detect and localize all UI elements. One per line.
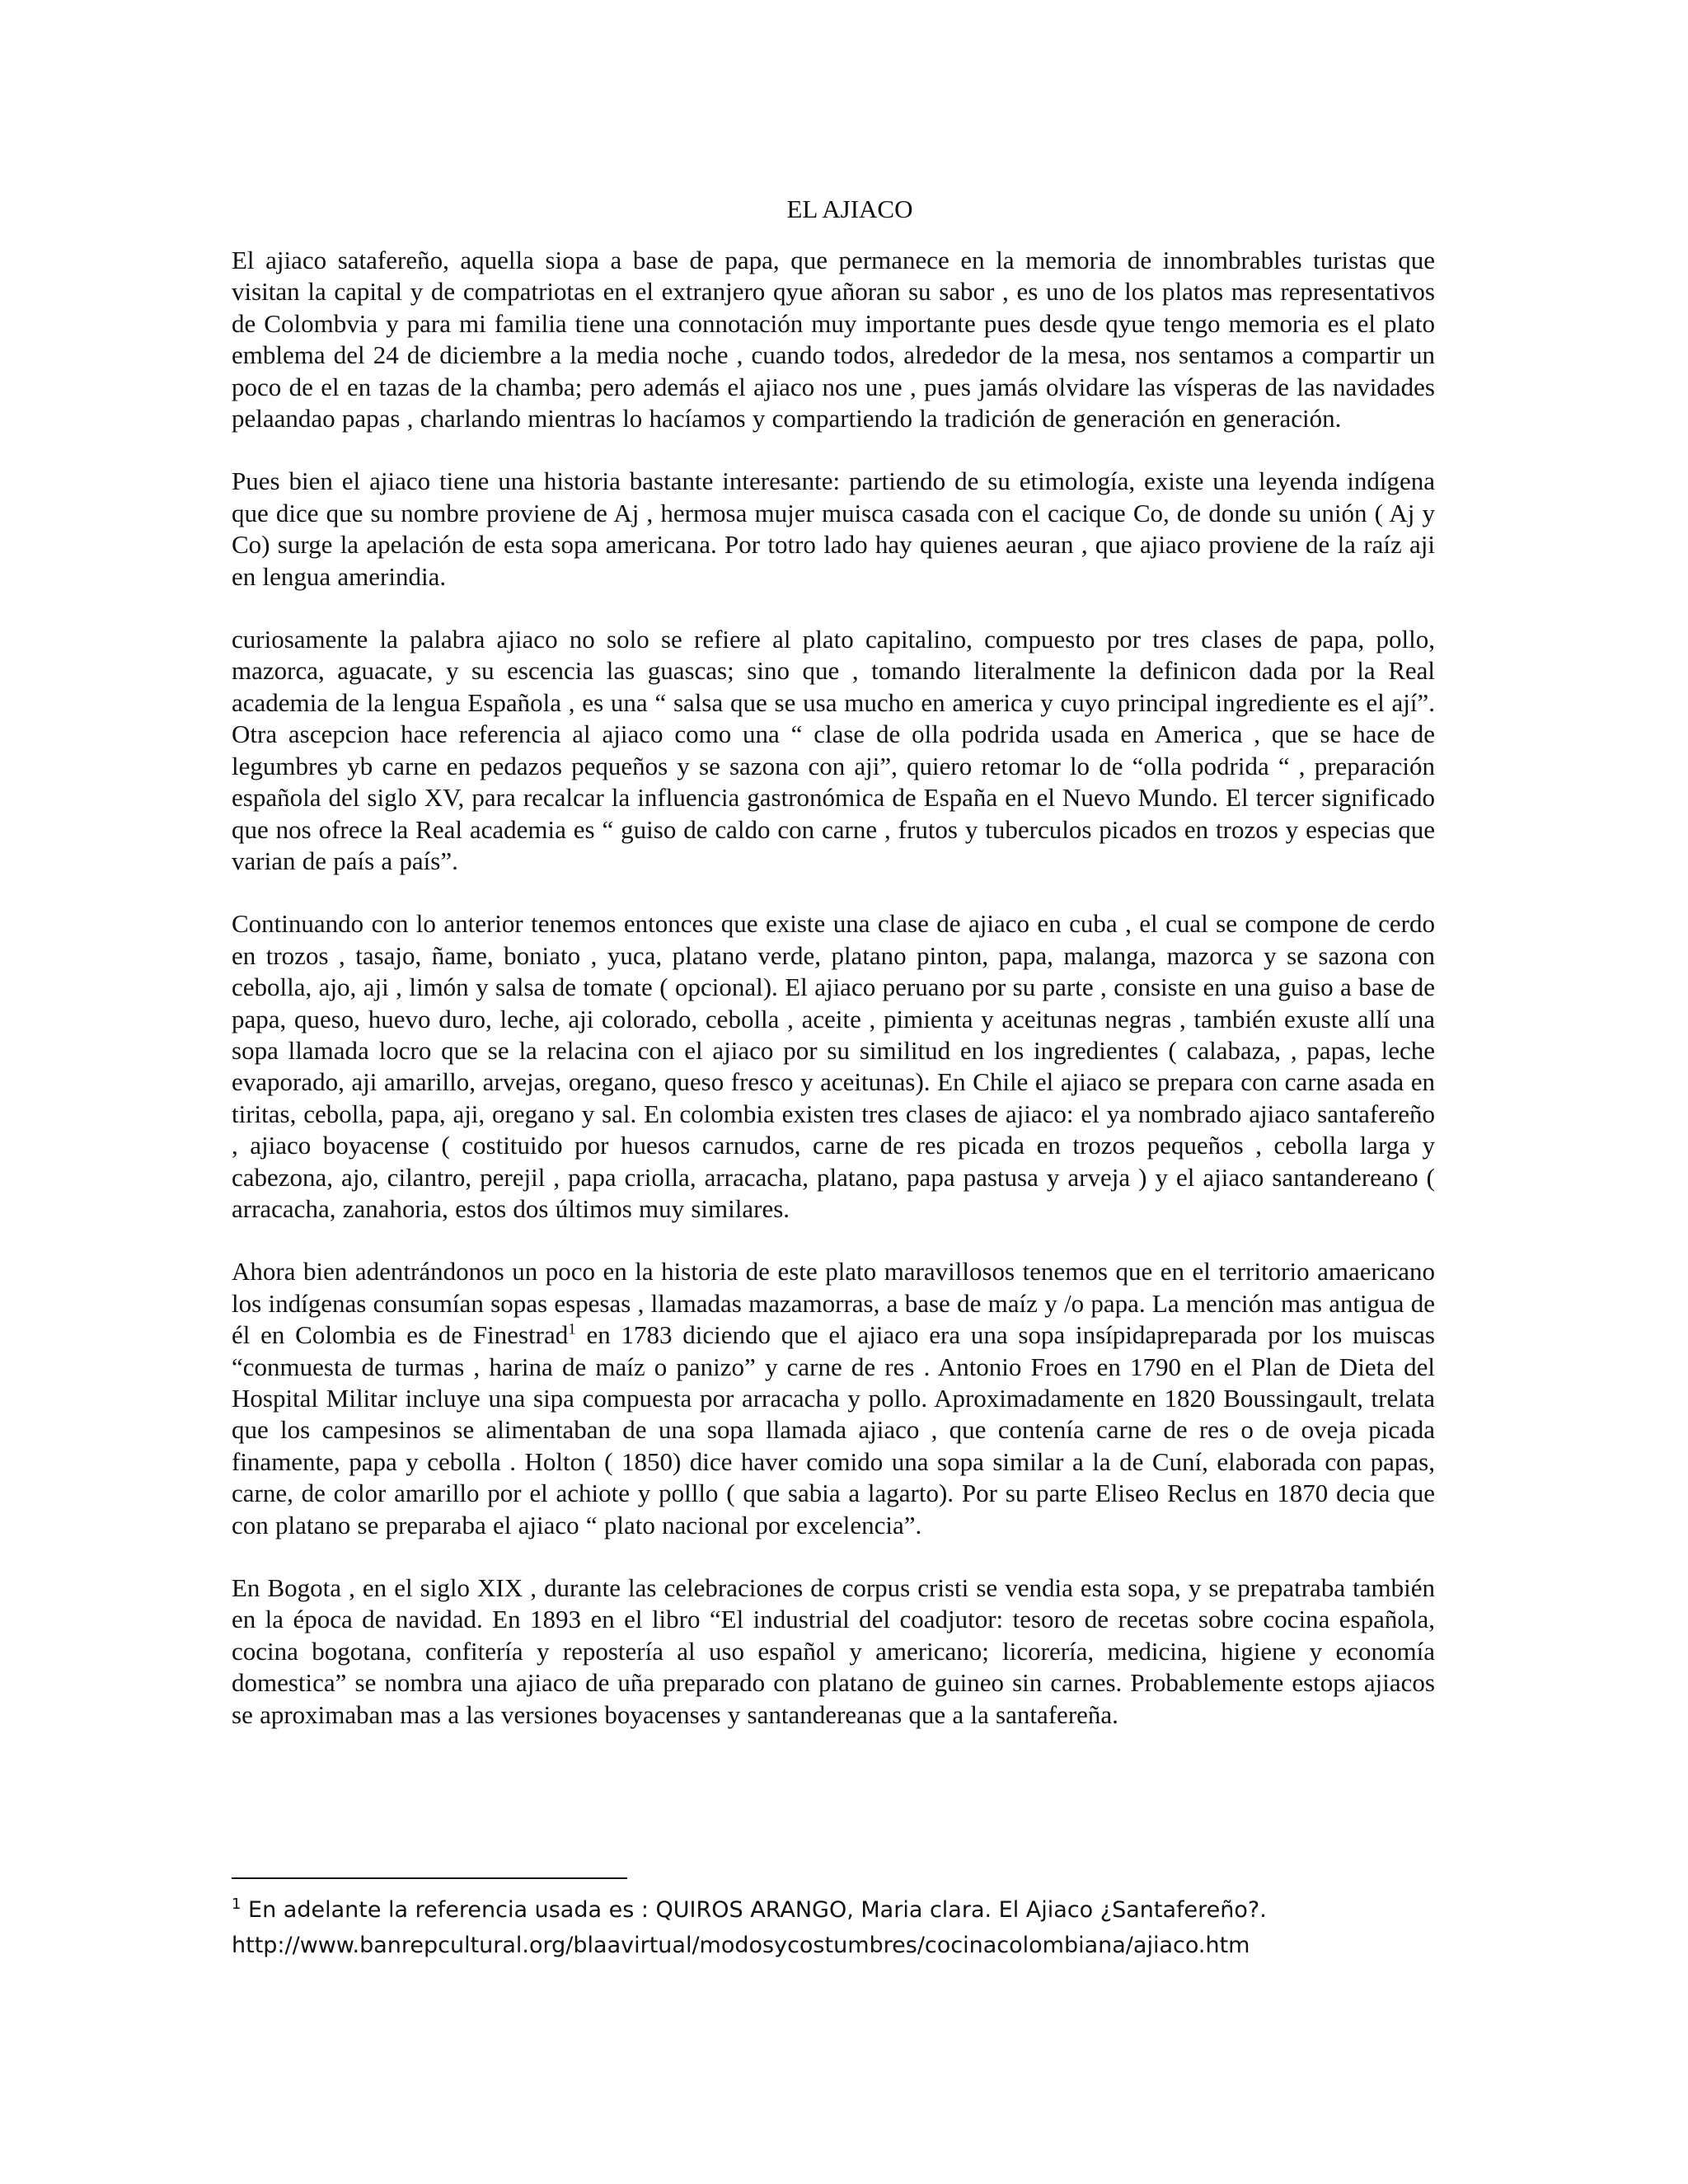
paragraph-4: Continuando con lo anterior tenemos entonces que existe una clase de ajiaco en cuba , el cual se compone de cerdo en trozos , tasajo, ñame, boniato , yuca, platano verde, platano pinton, papa, malanga, mazorca y se sazona con cebolla, ajo, aji , limón y salsa de tomate ( opcional). El ajiaco peruano por su parte , consiste en una guiso a base de papa, queso, huevo duro, leche, aji colorado, cebolla , aceite , pimienta y aceitunas negras , también exuste allí una sopa llamada locro que se la relacina con el ajiaco por su similitud en los ingredientes ( calabaza, , papas, leche evaporado, aji amarillo, arvejas, oregano, queso fresco y aceitunas). En Chile el ajiaco se prepara con carne asada en tiritas, cebolla, papa, aji, oregano y sal. En colombia existen tres clases de ajiaco: el ya nombrado ajiaco santafereño , ajiaco boyacense ( costituido por huesos carnudos, carne de res picada en trozos pequeños , cebolla larga y cabezona, ajo, cilantro, perejil , papa criolla, arracacha, platano, papa pastusa y arveja ) y el ajiaco santandereano ( arracacha, zanahoria, estos dos últimos muy similares.	[232, 909, 1435, 1223]
page-title: EL AJIACO	[786, 194, 913, 223]
document-body	[232, 193, 1435, 1762]
footnote-url[interactable]: http://www.banrepcultural.org/blaavirtual/modosycostumbres/cocinacolombiana/ajiaco.htm	[232, 1933, 1250, 1958]
paragraph-2: Pues bien el ajiaco tiene una historia bastante interesante: partiendo de su etimología, existe una leyenda indígena que dice que su nombre proviene de Aj , hermosa mujer muisca casada con el cacique Co, de donde su unión ( Aj y Co) surge la apelación de esta sopa americana. Por totro lado hay quienes aeuran , que ajiaco proviene de la raíz aji en lengua amerindia.	[232, 466, 1435, 591]
paragraph-5	[232, 1256, 1435, 1541]
paragraph-1: El ajiaco satafereño, aquella siopa a base de papa, que permanece en la memoria de innombrables turistas que visitan la capital y de compatriotas en el extranjero qyue añoran su sabor , es uno de los platos mas representativos de Colombvia y para mi familia tiene una connotación muy importante pues desde qyue tengo memoria es el plato emblema del 24 de diciembre a la media noche , cuando todos, alrededor de la mesa, nos sentamos a compartir un poco de el en tazas de la chamba; pero además el ajiaco nos une , pues jamás olvidare las vísperas de las navidades pelaandao papas , charlando mientras lo hacíamos y compartiendo la tradición de generación en generación.	[232, 246, 1435, 434]
paragraph-5-text-after: en 1783 diciendo que el ajiaco era una sopa insípidapreparada por los muiscas “conmuesta de turmas , harina de maíz o panizo” y carne de res . Antonio Froes en 1790 en el Plan de Dieta del Hospital Militar incluye una sipa compuesta por arracacha y pollo. Aproximadamente en 1820 Boussingault, trelata que los campesinos se alimentaban de una sopa llamada ajiaco , que contenía carne de res o de oveja picada finamente, papa y cebolla . Holton ( 1850) dice haver comido una sopa similar a la de Cuní, elaborada con papas, carne, de color amarillo por el achiote y polllo ( que sabia a lagarto). Por su parte Eliseo Reclus en 1870 decia que con platano se preparaba el ajiaco “ plato nacional por excelencia”.	[232, 1320, 1435, 1540]
footnote-reference[interactable]: 1	[568, 1320, 576, 1338]
footnote-number: 1	[232, 1896, 241, 1913]
footnote-separator	[232, 1877, 627, 1879]
paragraph-3: curiosamente la palabra ajiaco no solo se refiere al plato capitalino, compuesto por tres clases de papa, pollo, mazorca, aguacate, y su escencia las guascas; sino que , tomando literalmente la definicon dada por la Real academia de la lengua Española , es una “ salsa que se usa mucho en america y cuyo principal ingrediente es el ají”. Otra ascepcion hace referencia al ajiaco como una “ clase de olla podrida usada en America , que se hace de legumbres yb carne en pedazos pequeños y se sazona con aji”, quiero retomar lo de “olla podrida “ , preparación española del siglo XV, para recalcar la influencia gastronómica de España en el Nuevo Mundo. El tercer significado que nos ofrece la Real academia es “ guiso de caldo con carne , frutos y tuberculos picados en trozos y especias que varian de país a país”.	[232, 625, 1435, 875]
footnote	[232, 1892, 1468, 1963]
footnote-line-1	[232, 1892, 1468, 1928]
paragraph-5-text-before: Ahora bien adentrándonos un poco en la historia de este plato maravillosos tenemos que en el territorio amaericano los indígenas consumían sopas espesas , llamadas mazamorras, a base de maíz y /o papa. La mención mas antigua de él en Colombia es de Finestrad	[232, 1257, 1435, 1350]
footnote-citation: En adelante la referencia usada es : QUIROS ARANGO, Maria clara. El Ajiaco ¿Santafereño?.	[241, 1897, 1267, 1923]
paragraph-6: En Bogota , en el siglo XIX , durante las celebraciones de corpus cristi se vendia esta sopa, y se prepatraba también en la época de navidad. En 1893 en el libro “El industrial del coadjutor: tesoro de recetas sobre cocina española, cocina bogotana, confitería y repostería al uso español y americano; licorería, medicina, higiene y economía domestica” se nombra una ajiaco de uña preparado con platano de guineo sin carnes. Probablemente estops ajiacos se aproximaban mas a las versiones boyacenses y santandereanas que a la santafereña.	[232, 1573, 1435, 1729]
